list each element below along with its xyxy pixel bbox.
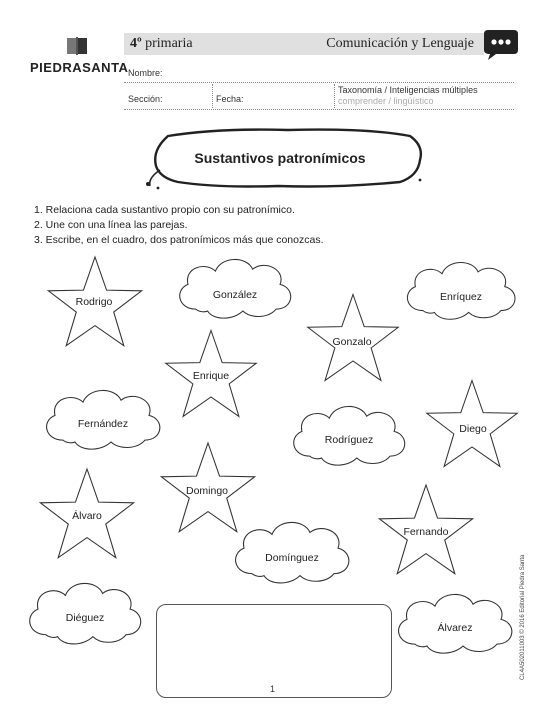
cloud-word-enriquez: Enríquez — [439, 291, 483, 303]
cloud-word-alvarez: Álvarez — [437, 622, 473, 634]
worksheet-title: Sustantivos patronímicos — [194, 150, 366, 166]
copyright-code: CL4A502011003 © 2016 Editorial Piedra Santa — [520, 554, 526, 680]
instruction-1: 1. Relaciona cada sustantivo propio con su patronímico. — [34, 204, 295, 216]
subject-label: Comunicación y Lenguaje — [326, 36, 474, 51]
grade-number: 4º — [130, 36, 142, 51]
instruction-2: 2. Une con una línea las parejas. — [34, 219, 188, 231]
section-field-label: Sección: — [128, 94, 163, 104]
star-word-rodrigo: Rodrigo — [75, 296, 113, 308]
cloud-word-fernandez: Fernández — [77, 418, 129, 430]
star-word-enrique: Enrique — [192, 370, 230, 382]
publisher-logo-text: PIEDRASANTA — [30, 60, 129, 75]
cloud-word-gonzalez: González — [212, 289, 258, 301]
star-word-domingo: Domingo — [185, 485, 229, 497]
instruction-3: 3. Escribe, en el cuadro, dos patronímicos más que conozcas. — [34, 234, 324, 246]
taxonomy-label: Taxonomía / Inteligencias múltiples — [338, 85, 478, 95]
taxonomy-value: comprender / lingüístico — [338, 96, 434, 106]
cloud-word-rodriguez: Rodríguez — [324, 434, 374, 446]
star-word-alvaro: Álvaro — [72, 510, 102, 522]
star-word-diego: Diego — [459, 423, 487, 435]
cloud-word-dominguez: Domínguez — [265, 552, 319, 564]
page-number: 1 — [270, 684, 276, 694]
name-field-label: Nombre: — [128, 68, 163, 78]
star-word-fernando: Fernando — [403, 526, 449, 538]
grade-suffix: primaria — [145, 36, 193, 51]
star-word-gonzalo: Gonzalo — [332, 336, 372, 348]
date-field-label: Fecha: — [216, 94, 244, 104]
cloud-word-dieguez: Diéguez — [65, 612, 105, 624]
